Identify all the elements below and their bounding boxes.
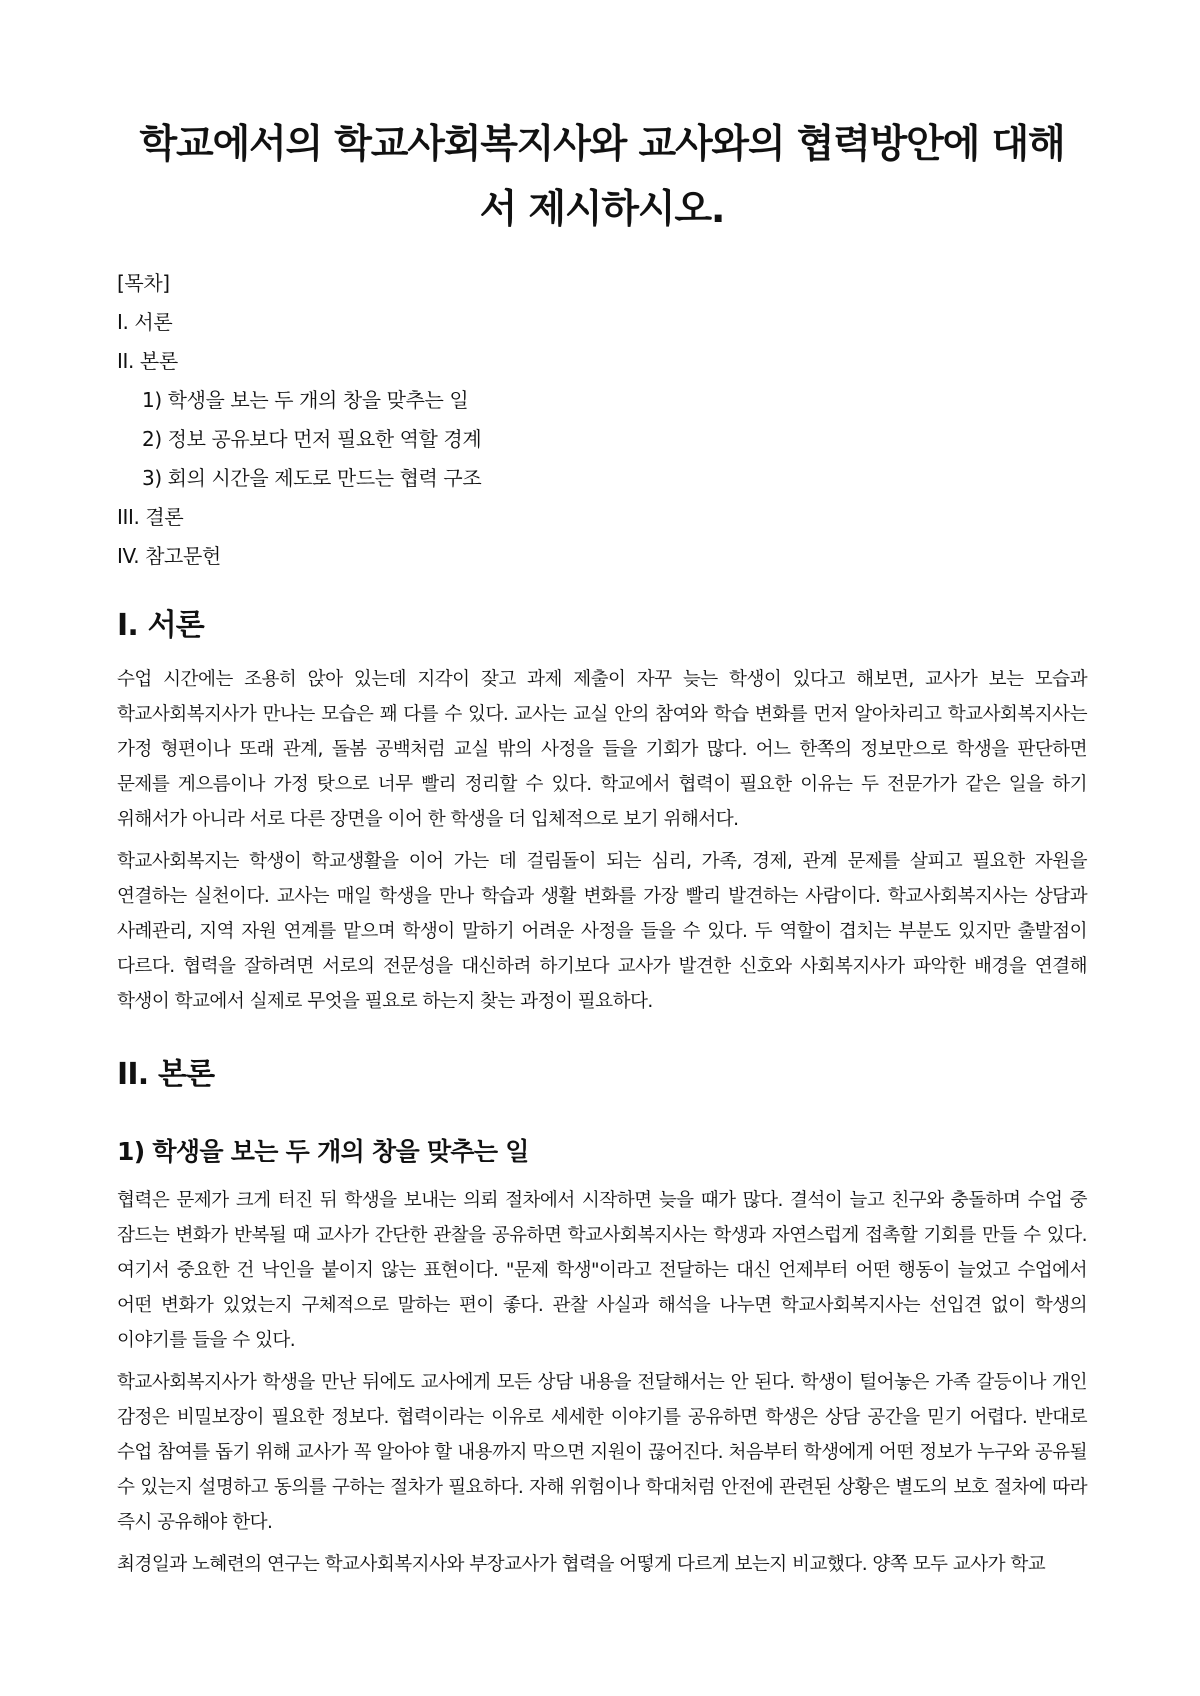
document-title: 학교에서의 학교사회복지사와 교사와의 협력방안에 대해서 제시하시오. — [139, 122, 1065, 232]
paragraph: 수업 시간에는 조용히 앉아 있는데 지각이 잦고 과제 제출이 자꾸 늦는 학생이 있다고 해보면, 교사가 보는 모습과 학교사회복지사가 만나는 모습은 꽤 다를 수 있다. 교사는 교실 안의 참여와 학습 변화를 먼저 알아차리고 학교사회복지사는 가정 형편이나 또래 관계, 돌봄 공백처럼 교실 밖의 사정을 들을 기회가 많다. 어느 한쪽의 정보만으로 학생을 판단하면 문제를 게으름이나 가정 탓으로 너무 빨리 정리할 수 있다. 학교에서 협력이 필요한 이유는 두 전문가가 같은 일을 하기 위해서가 아니라 서로 다른 장면을 이어 한 학생을 더 입체적으로 보기 위해서다. — [117, 669, 1087, 830]
toc-item-body: II. 본론 — [117, 349, 178, 373]
toc-item-body-2: 2) 정보 공유보다 먼저 필요한 역할 경계 — [142, 427, 482, 451]
paragraph: 학교사회복지는 학생이 학교생활을 이어 가는 데 걸림돌이 되는 심리, 가족, 경제, 관계 문제를 살피고 필요한 자원을 연결하는 실천이다. 교사는 매일 학생을 만나 학습과 생활 변화를 가장 빨리 발견하는 사람이다. 학교사회복지사는 상담과 사례관리, 지역 자원 연계를 맡으며 학생이 말하기 어려운 사정을 들을 수 있다. 두 역할이 겹치는 부분도 있지만 출발점이 다르다. 협력을 잘하려면 서로의 전문성을 대신하려 하기보다 교사가 발견한 신호와 사회복지사가 파악한 배경을 연결해 학생이 학교에서 실제로 무엇을 필요로 하는지 찾는 과정이 필요하다. — [117, 851, 1087, 1012]
section-heading-body: II. 본론 — [117, 1057, 215, 1092]
paragraph: 협력은 문제가 크게 터진 뒤 학생을 보내는 의뢰 절차에서 시작하면 늦을 때가 많다. 결석이 늘고 친구와 충돌하며 수업 중 잠드는 변화가 반복될 때 교사가 간단한 관찰을 공유하면 학교사회복지사는 학생과 자연스럽게 접촉할 기회를 만들 수 있다. 여기서 중요한 건 낙인을 붙이지 않는 표현이다. "문제 학생"이라고 전달하는 대신 언제부터 어떤 행동이 늘었고 수업에서 어떤 변화가 있었는지 구체적으로 말하는 편이 좋다. 관찰 사실과 해석을 나누면 학교사회복지사는 선입견 없이 학생의 이야기를 들을 수 있다. — [117, 1190, 1087, 1351]
paragraph: 최경일과 노혜련의 연구는 학교사회복지사와 부장교사가 협력을 어떻게 다르게 보는지 비교했다. 양쪽 모두 교사가 학교 — [117, 1554, 1046, 1575]
toc-item-intro: I. 서론 — [117, 310, 173, 334]
toc-heading: [목차] — [117, 271, 170, 295]
toc-item-references: IV. 참고문헌 — [117, 544, 221, 568]
section-heading-intro: I. 서론 — [117, 608, 204, 643]
paragraph: 학교사회복지사가 학생을 만난 뒤에도 교사에게 모든 상담 내용을 전달해서는 안 된다. 학생이 털어놓은 가족 갈등이나 개인 감정은 비밀보장이 필요한 정보다. 협력이라는 이유로 세세한 이야기를 공유하면 학생은 상담 공간을 믿기 어렵다. 반대로 수업 참여를 돕기 위해 교사가 꼭 알아야 할 내용까지 막으면 지원이 끊어진다. 처음부터 학생에게 어떤 정보가 누구와 공유될 수 있는지 설명하고 동의를 구하는 절차가 필요하다. 자해 위험이나 학대처럼 안전에 관련된 상황은 별도의 보호 절차에 따라 즉시 공유해야 한다. — [117, 1372, 1087, 1533]
toc-item-body-3: 3) 회의 시간을 제도로 만드는 협력 구조 — [142, 466, 482, 490]
subsection-heading-1: 1) 학생을 보는 두 개의 창을 맞추는 일 — [117, 1137, 529, 1166]
toc-item-body-1: 1) 학생을 보는 두 개의 창을 맞추는 일 — [142, 388, 469, 412]
table-of-contents — [117, 264, 1087, 576]
toc-item-conclusion: III. 결론 — [117, 505, 184, 529]
